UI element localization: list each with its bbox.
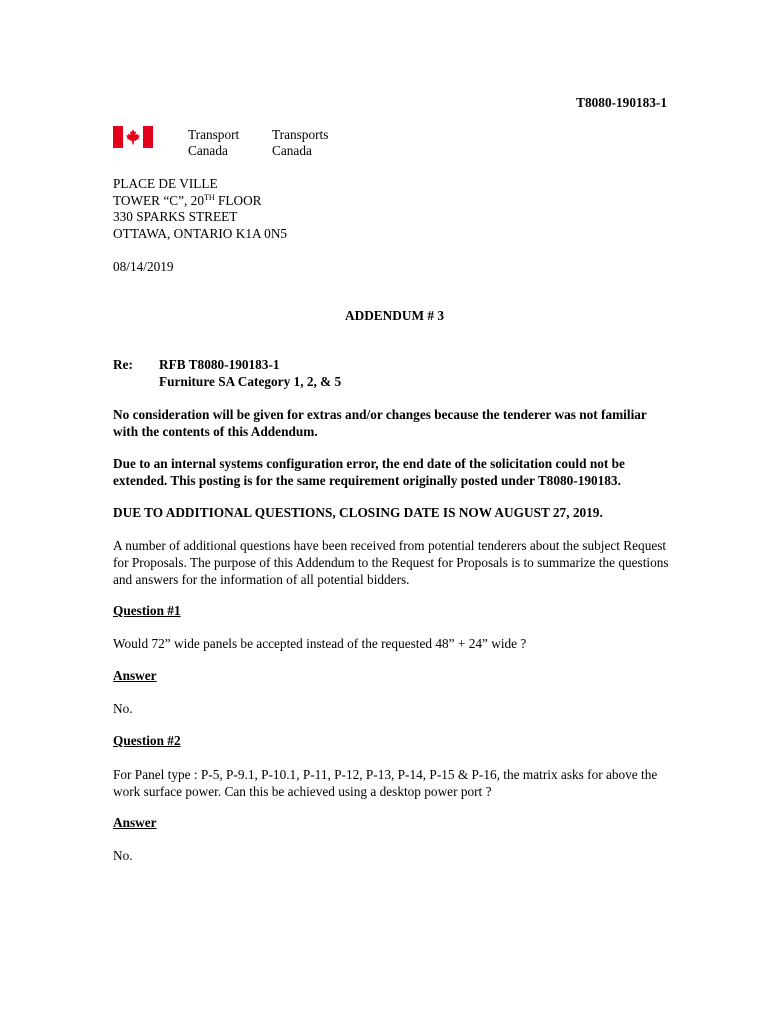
- notice-closing-date: DUE TO ADDITIONAL QUESTIONS, CLOSING DATE IS NOW AUGUST 27, 2019.: [113, 505, 603, 520]
- question-1-label: Question #1: [113, 603, 181, 618]
- org-name-fr-line1: Transports: [272, 127, 329, 142]
- notice-no-consideration: No consideration will be given for extras and/or changes because the tenderer was not familiar with the contents of this Addendum.: [113, 407, 647, 439]
- question-1-text: Would 72” wide panels be accepted instead of the requested 48” + 24” wide ?: [113, 636, 527, 651]
- org-name-en-line2: Canada: [188, 143, 228, 158]
- address-line1: PLACE DE VILLE: [113, 176, 218, 191]
- canada-flag-icon: [113, 126, 153, 148]
- address-line4: OTTAWA, ONTARIO K1A 0N5: [113, 226, 288, 241]
- answer-2-label: Answer: [113, 815, 157, 830]
- re-line2: Furniture SA Category 1, 2, & 5: [159, 374, 342, 389]
- org-name-en-line1: Transport: [188, 127, 240, 142]
- notice-config-error: Due to an internal systems configuration error, the end date of the solicitation could not be extended. This posting is for the same requirement originally posted under T8080-190183.: [113, 456, 625, 488]
- address-line2: TOWER “C”, 20TH FLOOR: [113, 193, 262, 208]
- question-2-label: Question #2: [113, 733, 181, 748]
- re-label: Re:: [113, 357, 133, 372]
- org-name-fr-line2: Canada: [272, 143, 312, 158]
- question-2-text: For Panel type : P-5, P-9.1, P-10.1, P-11, P-12, P-13, P-14, P-15 & P-16, the matrix asks for above the work surface power. Can this be achieved using a desktop power port ?: [113, 767, 658, 799]
- answer-1-text: No.: [113, 701, 133, 716]
- address-line3: 330 SPARKS STREET: [113, 209, 238, 224]
- document-number: T8080-190183-1: [576, 95, 667, 110]
- addendum-title: ADDENDUM # 3: [345, 308, 444, 323]
- intro-paragraph: A number of additional questions have been received from potential tenderers about the subject Request for Proposals. The purpose of this Addendum to the Request for Proposals is to summarize the questions and answers for the information of all potential bidders.: [113, 538, 669, 587]
- letter-date: 08/14/2019: [113, 259, 174, 274]
- answer-1-label: Answer: [113, 668, 157, 683]
- re-line1: RFB T8080-190183-1: [159, 357, 280, 372]
- answer-2-text: No.: [113, 848, 133, 863]
